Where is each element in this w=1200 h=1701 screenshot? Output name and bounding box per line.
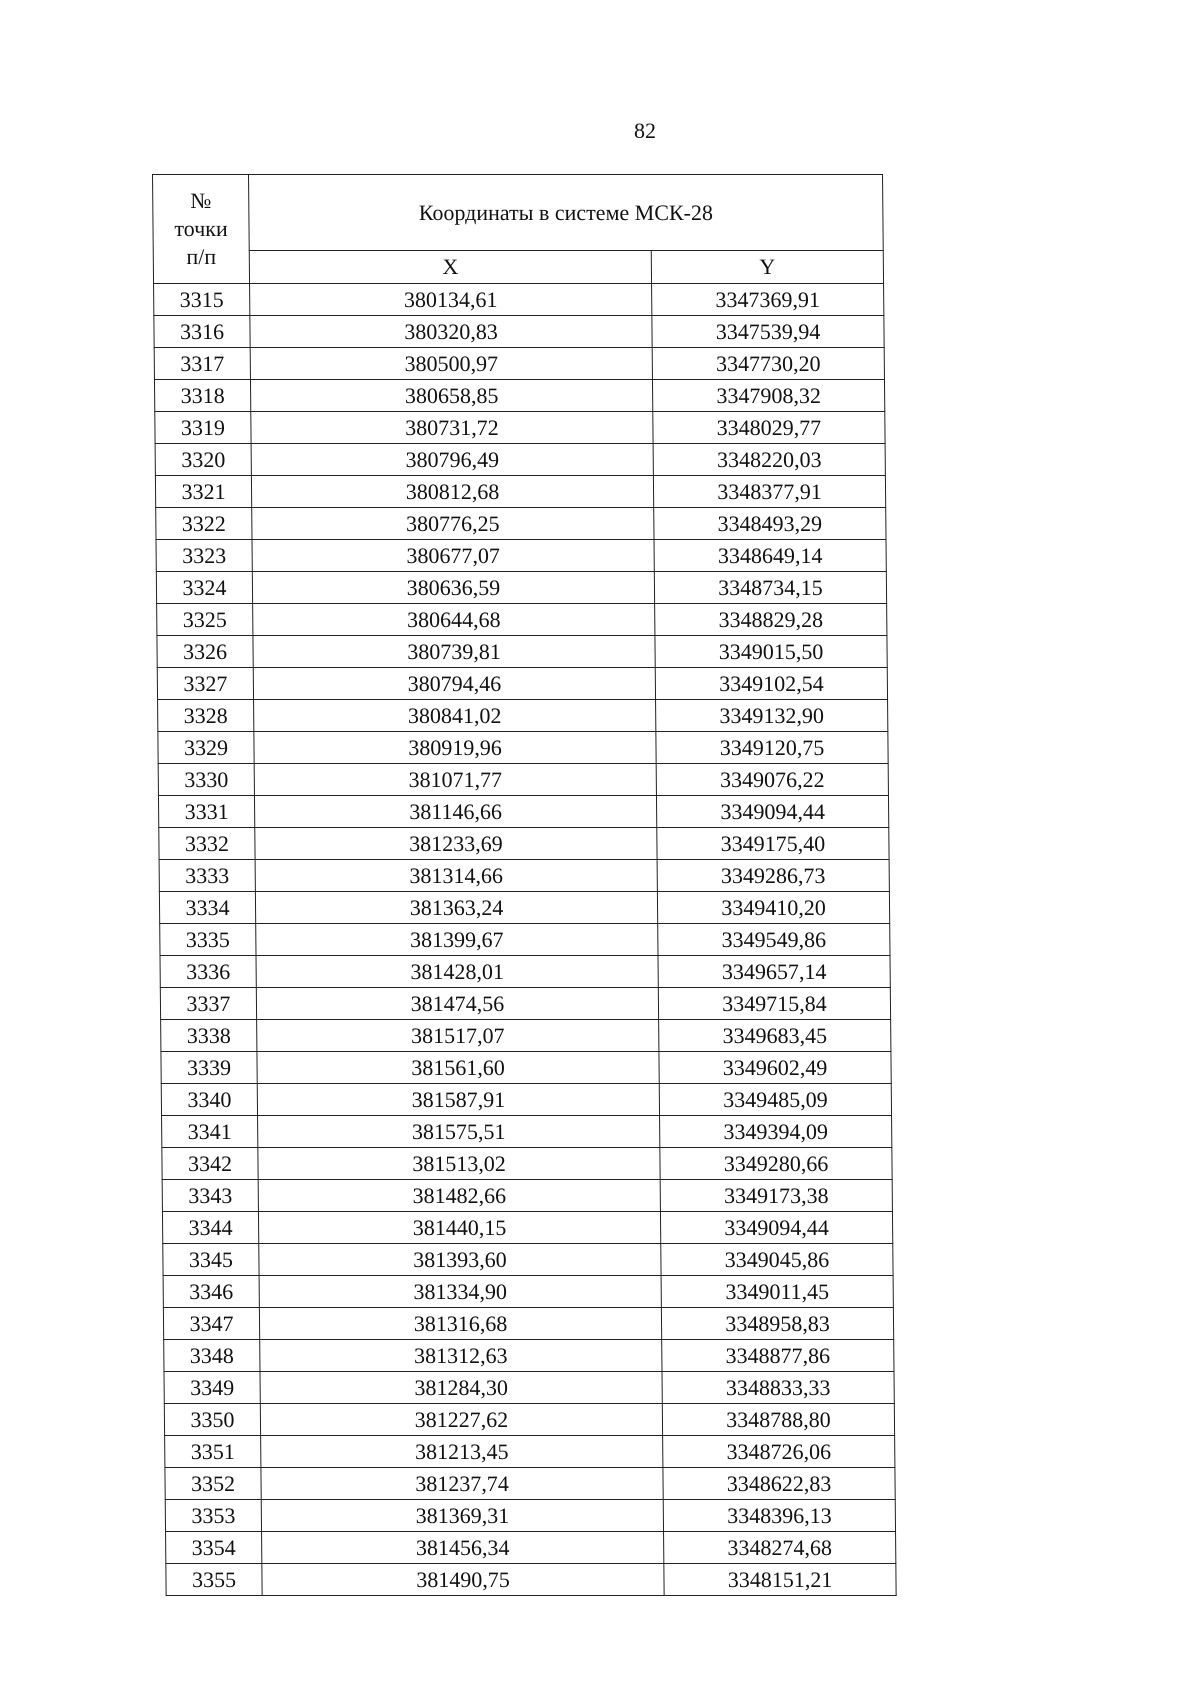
x-coordinate-cell: 381399,67 [256,924,658,956]
y-coordinate-cell: 3348734,15 [654,572,886,604]
table-row [159,892,889,924]
table-row [161,1052,891,1084]
point-number-cell: 3354 [166,1532,262,1564]
y-coordinate-cell: 3349175,40 [657,828,889,860]
point-number-cell: 3338 [161,1020,257,1052]
y-coordinate-cell: 3347539,94 [652,316,884,348]
point-number-cell: 3336 [160,956,256,988]
y-coordinate-cell: 3349410,20 [657,892,889,924]
point-number-cell: 3334 [159,892,255,924]
x-coordinate-cell: 380320,83 [250,316,652,348]
x-coordinate-cell: 381474,56 [256,988,658,1020]
table-row [160,956,890,988]
point-number-cell: 3326 [157,636,253,668]
y-coordinate-cell: 3348877,86 [662,1340,894,1372]
table-body [154,284,897,1596]
x-coordinate-cell: 380500,97 [250,348,652,380]
x-coordinate-cell: 381393,60 [259,1244,661,1276]
page-number: 82 [634,118,656,143]
x-coordinate-cell: 380739,81 [253,636,655,668]
table-row [157,604,887,636]
point-number-cell: 3355 [166,1564,262,1596]
x-coordinate-cell: 381146,66 [254,796,656,828]
table-row [165,1468,895,1500]
point-number-cell: 3337 [160,988,256,1020]
point-number-cell: 3344 [162,1212,258,1244]
table-row [165,1500,895,1532]
point-number-cell: 3335 [160,924,256,956]
x-coordinate-cell: 381482,66 [258,1180,660,1212]
table-row [161,1084,891,1116]
table-row [159,828,889,860]
table-row [162,1148,892,1180]
point-number-cell: 3324 [156,572,252,604]
table-row [163,1276,893,1308]
point-number-cell: 3346 [163,1276,259,1308]
point-number-cell: 3345 [163,1244,259,1276]
point-number-cell: 3347 [163,1308,259,1340]
y-coordinate-cell: 3348649,14 [654,540,886,572]
table-row [163,1308,893,1340]
y-coordinate-cell: 3347369,91 [652,284,884,316]
y-coordinate-cell: 3348833,33 [662,1372,894,1404]
table-row [160,988,890,1020]
point-number-cell: 3339 [161,1052,257,1084]
point-number-cell: 3351 [165,1436,261,1468]
y-coordinate-cell: 3349173,38 [660,1180,892,1212]
point-number-cell: 3349 [164,1372,260,1404]
point-number-cell: 3353 [165,1500,261,1532]
y-coordinate-cell: 3349132,90 [656,700,888,732]
table-row [162,1180,892,1212]
x-coordinate-cell: 381369,31 [261,1500,663,1532]
x-coordinate-cell: 380677,07 [252,540,654,572]
y-coordinate-cell: 3348151,21 [664,1564,896,1596]
x-coordinate-cell: 381316,68 [259,1308,661,1340]
point-number-cell: 3340 [161,1084,257,1116]
y-coordinate-cell: 3347730,20 [652,348,884,380]
y-coordinate-cell: 3349715,84 [658,988,890,1020]
x-coordinate-cell: 381513,02 [258,1148,660,1180]
y-coordinate-cell: 3348788,80 [662,1404,894,1436]
table-row [155,444,885,476]
point-number-cell: 3342 [162,1148,258,1180]
x-coordinate-cell: 381314,66 [255,860,657,892]
point-number-cell: 3333 [159,860,255,892]
x-coordinate-cell: 381490,75 [262,1564,664,1596]
table-row [162,1116,892,1148]
point-number-cell: 3323 [156,540,252,572]
header-point-number [153,175,250,284]
table-row [166,1532,896,1564]
y-coordinate-cell: 3349076,22 [656,764,888,796]
x-coordinate-cell: 380658,85 [250,380,652,412]
y-coordinate-cell: 3349094,44 [656,796,888,828]
y-coordinate-cell: 3347908,32 [652,380,884,412]
x-coordinate-cell: 381561,60 [257,1052,659,1084]
x-coordinate-cell: 381284,30 [260,1372,662,1404]
x-coordinate-cell: 380812,68 [251,476,653,508]
x-coordinate-cell: 381440,15 [258,1212,660,1244]
point-number-cell: 3316 [154,316,250,348]
point-number-cell: 3327 [157,668,253,700]
x-coordinate-cell: 380134,61 [250,284,652,316]
y-coordinate-cell: 3349286,73 [657,860,889,892]
table-row [158,796,888,828]
table-row [163,1244,893,1276]
y-coordinate-cell: 3349102,54 [655,668,887,700]
point-number-cell: 3321 [155,476,251,508]
x-coordinate-cell: 380731,72 [251,412,653,444]
y-coordinate-cell: 3348220,03 [653,444,885,476]
point-number-cell: 3317 [154,348,250,380]
table-row [158,732,888,764]
table-row [164,1340,894,1372]
y-coordinate-cell: 3348958,83 [661,1308,893,1340]
header-coordinate-system: Координаты в системе МСК-28 [249,175,884,251]
y-coordinate-cell: 3349602,49 [659,1052,891,1084]
table-row [162,1212,892,1244]
table-row [157,636,887,668]
table-row [156,572,886,604]
x-coordinate-cell: 380796,49 [251,444,653,476]
point-number-cell: 3330 [158,764,254,796]
x-coordinate-cell: 381575,51 [258,1116,660,1148]
y-coordinate-cell: 3348829,28 [655,604,887,636]
table-row [155,412,885,444]
table-row [164,1372,894,1404]
point-number-cell: 3331 [158,796,254,828]
x-coordinate-cell: 381071,77 [254,764,656,796]
point-number-cell: 3341 [162,1116,258,1148]
y-coordinate-cell: 3349549,86 [658,924,890,956]
table-row [157,668,887,700]
x-coordinate-cell: 381456,34 [262,1532,664,1564]
y-coordinate-cell: 3349280,66 [660,1148,892,1180]
table-row [166,1564,896,1596]
table-row [165,1436,895,1468]
y-coordinate-cell: 3349015,50 [655,636,887,668]
point-number-cell: 3315 [154,284,250,316]
x-coordinate-cell: 380776,25 [252,508,654,540]
header-point-number-label: № точки п/п [174,188,228,269]
header-y: Y [651,251,883,284]
table-row [156,540,886,572]
point-number-cell: 3319 [155,412,251,444]
y-coordinate-cell: 3349011,45 [661,1276,893,1308]
table-row [154,284,884,316]
header-x: X [249,251,651,284]
x-coordinate-cell: 381213,45 [261,1436,663,1468]
table-row [154,380,884,412]
point-number-cell: 3325 [157,604,253,636]
x-coordinate-cell: 381233,69 [255,828,657,860]
point-number-cell: 3350 [164,1404,260,1436]
x-coordinate-cell: 381517,07 [257,1020,659,1052]
x-coordinate-cell: 381428,01 [256,956,658,988]
y-coordinate-cell: 3348029,77 [653,412,885,444]
x-coordinate-cell: 380919,96 [254,732,656,764]
point-number-cell: 3352 [165,1468,261,1500]
x-coordinate-cell: 381227,62 [260,1404,662,1436]
x-coordinate-cell: 380644,68 [253,604,655,636]
point-number-cell: 3320 [155,444,251,476]
y-coordinate-cell: 3348622,83 [663,1468,895,1500]
y-coordinate-cell: 3348396,13 [663,1500,895,1532]
x-coordinate-cell: 381312,63 [260,1340,662,1372]
table-row [154,348,884,380]
y-coordinate-cell: 3348493,29 [654,508,886,540]
y-coordinate-cell: 3349094,44 [660,1212,892,1244]
x-coordinate-cell: 380794,46 [253,668,655,700]
x-coordinate-cell: 381237,74 [261,1468,663,1500]
point-number-cell: 3332 [159,828,255,860]
point-number-cell: 3322 [156,508,252,540]
point-number-cell: 3329 [158,732,254,764]
point-number-cell: 3328 [158,700,254,732]
y-coordinate-cell: 3349485,09 [659,1084,891,1116]
y-coordinate-cell: 3348377,91 [653,476,885,508]
table-row [154,316,884,348]
x-coordinate-cell: 381363,24 [255,892,657,924]
table-row [158,700,888,732]
y-coordinate-cell: 3349394,09 [660,1116,892,1148]
x-coordinate-cell: 380841,02 [254,700,656,732]
y-coordinate-cell: 3349120,75 [656,732,888,764]
x-coordinate-cell: 381587,91 [257,1084,659,1116]
y-coordinate-cell: 3349657,14 [658,956,890,988]
point-number-cell: 3318 [154,380,250,412]
x-coordinate-cell: 381334,90 [259,1276,661,1308]
coordinates-table [152,174,897,1596]
x-coordinate-cell: 380636,59 [252,572,654,604]
point-number-cell: 3348 [164,1340,260,1372]
y-coordinate-cell: 3349683,45 [659,1020,891,1052]
table-row [155,476,885,508]
point-number-cell: 3343 [162,1180,258,1212]
table-row [161,1020,891,1052]
table-row [160,924,890,956]
table-row [156,508,886,540]
table-row [158,764,888,796]
y-coordinate-cell: 3348274,68 [664,1532,896,1564]
table-row [164,1404,894,1436]
y-coordinate-cell: 3349045,86 [661,1244,893,1276]
table-row [159,860,889,892]
y-coordinate-cell: 3348726,06 [663,1436,895,1468]
